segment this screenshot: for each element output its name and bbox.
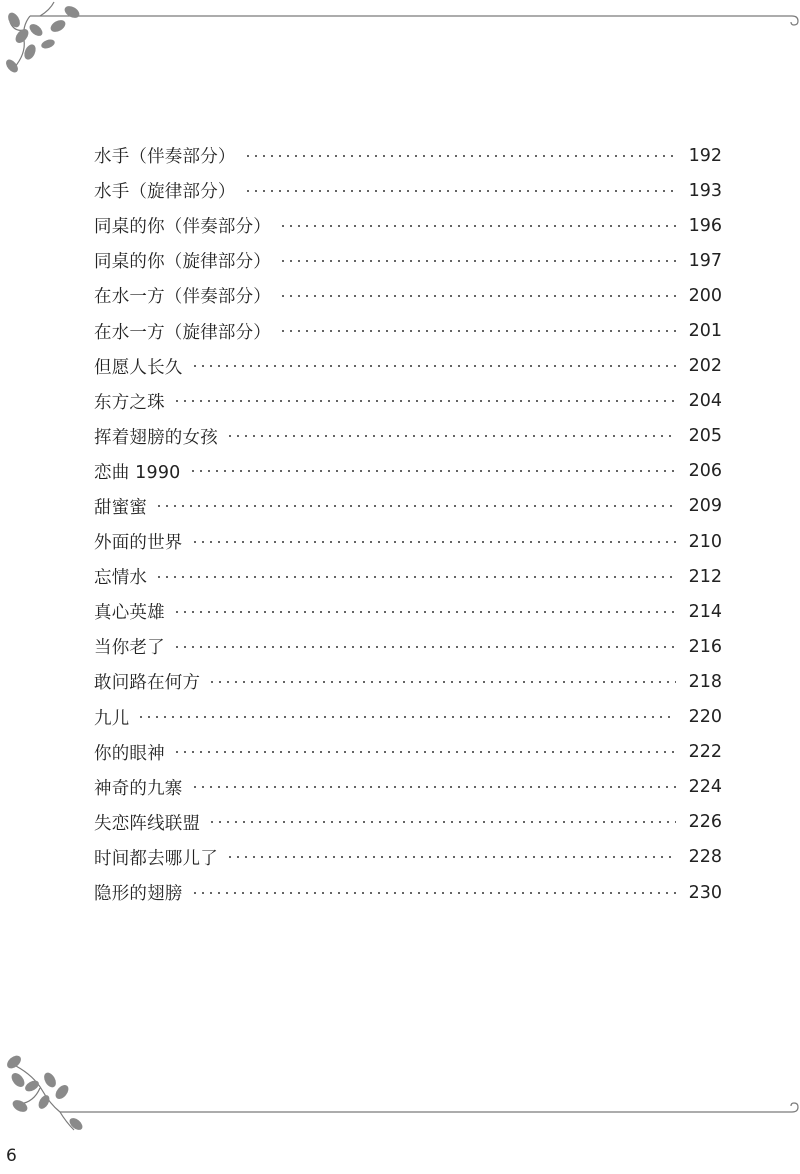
toc-entry-page: 216: [688, 636, 722, 657]
toc-entry[interactable]: [94, 805, 722, 840]
toc-entry-page: 193: [688, 180, 722, 201]
toc-entry-page: 230: [688, 882, 722, 903]
toc-entry-page: 205: [688, 426, 722, 447]
dot-leader: [173, 399, 676, 403]
toc-entry[interactable]: [94, 629, 722, 664]
dot-leader: [173, 645, 676, 649]
dot-leader: [173, 610, 676, 614]
toc-entry-title: 敢问路在何方: [94, 673, 201, 694]
toc-entry[interactable]: [94, 840, 722, 875]
toc-entry-page: 204: [688, 391, 722, 412]
toc-entry[interactable]: [94, 664, 722, 699]
dot-leader: [191, 540, 677, 544]
toc-entry-title: 失恋阵线联盟: [94, 813, 201, 834]
toc-entry[interactable]: [94, 700, 722, 735]
dot-leader: [244, 189, 676, 193]
toc-entry-page: 192: [688, 145, 722, 166]
toc-entry-title: 九儿: [94, 708, 130, 729]
toc-entry-title: 水手（伴奏部分）: [94, 147, 236, 168]
toc-entry[interactable]: [94, 875, 722, 910]
toc-entry[interactable]: [94, 384, 722, 419]
toc-entry-page: 202: [688, 356, 722, 377]
toc-entry-title: 同桌的你（伴奏部分）: [94, 217, 271, 238]
dot-leader: [244, 154, 676, 158]
toc-entry[interactable]: [94, 770, 722, 805]
dot-leader: [191, 891, 677, 895]
toc-entry[interactable]: [94, 524, 722, 559]
dot-leader: [226, 434, 676, 438]
toc-entry-title: 外面的世界: [94, 533, 183, 554]
toc-entry-page: 222: [688, 742, 722, 763]
toc-entry-page: 214: [688, 601, 722, 622]
toc-entry[interactable]: [94, 173, 722, 208]
toc-entry-page: 197: [688, 250, 722, 271]
toc-entry-title: 隐形的翅膀: [94, 884, 183, 905]
toc-entry[interactable]: [94, 735, 722, 770]
toc-entry-page: 210: [688, 531, 722, 552]
toc-entry[interactable]: [94, 454, 722, 489]
toc-entry-title: 你的眼神: [94, 743, 165, 764]
toc-entry[interactable]: [94, 419, 722, 454]
toc-entry[interactable]: [94, 313, 722, 348]
toc-entry[interactable]: [94, 278, 722, 313]
toc-entry-title: 在水一方（旋律部分）: [94, 322, 271, 343]
toc-entry[interactable]: [94, 243, 722, 278]
toc-entry-page: 209: [688, 496, 722, 517]
dot-leader: [279, 294, 676, 298]
dot-leader: [191, 785, 677, 789]
toc-entry-title: 但愿人长久: [94, 357, 183, 378]
toc-entry-title: 甜蜜蜜: [94, 497, 148, 518]
dot-leader: [155, 504, 676, 508]
toc-entry[interactable]: [94, 349, 722, 384]
dot-leader: [279, 329, 676, 333]
toc-entry-page: 200: [688, 285, 722, 306]
dot-leader: [208, 680, 676, 684]
dot-leader: [226, 855, 676, 859]
toc-entry-page: 226: [688, 812, 722, 833]
toc-entry[interactable]: [94, 594, 722, 629]
toc-entry-page: 224: [688, 777, 722, 798]
table-of-contents: [94, 138, 722, 910]
toc-entry[interactable]: [94, 208, 722, 243]
toc-entry-title: 真心英雄: [94, 603, 165, 624]
toc-entry-page: 196: [688, 215, 722, 236]
toc-entry-title: 水手（旋律部分）: [94, 182, 236, 203]
toc-entry-title: 时间都去哪儿了: [94, 848, 218, 869]
toc-entry-page: 228: [688, 847, 722, 868]
dot-leader: [191, 364, 677, 368]
toc-entry[interactable]: [94, 138, 722, 173]
toc-entry-page: 220: [688, 707, 722, 728]
toc-entry-title: 在水一方（伴奏部分）: [94, 287, 271, 308]
toc-entry-title: 忘情水: [94, 568, 148, 589]
bottom-vine-ornament-icon: [0, 1050, 800, 1140]
toc-entry-title: 东方之珠: [94, 392, 165, 413]
toc-entry-page: 206: [688, 461, 722, 482]
dot-leader: [279, 259, 676, 263]
dot-leader: [208, 820, 676, 824]
toc-entry-title: 同桌的你（旋律部分）: [94, 252, 271, 273]
toc-entry[interactable]: [94, 559, 722, 594]
dot-leader: [189, 469, 677, 473]
dot-leader: [173, 750, 676, 754]
toc-entry-page: 218: [688, 671, 722, 692]
dot-leader: [137, 715, 676, 719]
toc-entry-title: 神奇的九寨: [94, 778, 183, 799]
toc-entry-page: 212: [688, 566, 722, 587]
dot-leader: [279, 224, 676, 228]
dot-leader: [155, 575, 676, 579]
toc-entry-page: 201: [688, 321, 722, 342]
toc-entry-title: 当你老了: [94, 638, 165, 659]
toc-entry[interactable]: [94, 489, 722, 524]
top-vine-ornament-icon: [0, 0, 800, 90]
toc-entry-title: 挥着翅膀的女孩: [94, 427, 218, 448]
page-number: 6: [6, 1146, 17, 1166]
toc-entry-title: 恋曲 1990: [94, 462, 181, 483]
